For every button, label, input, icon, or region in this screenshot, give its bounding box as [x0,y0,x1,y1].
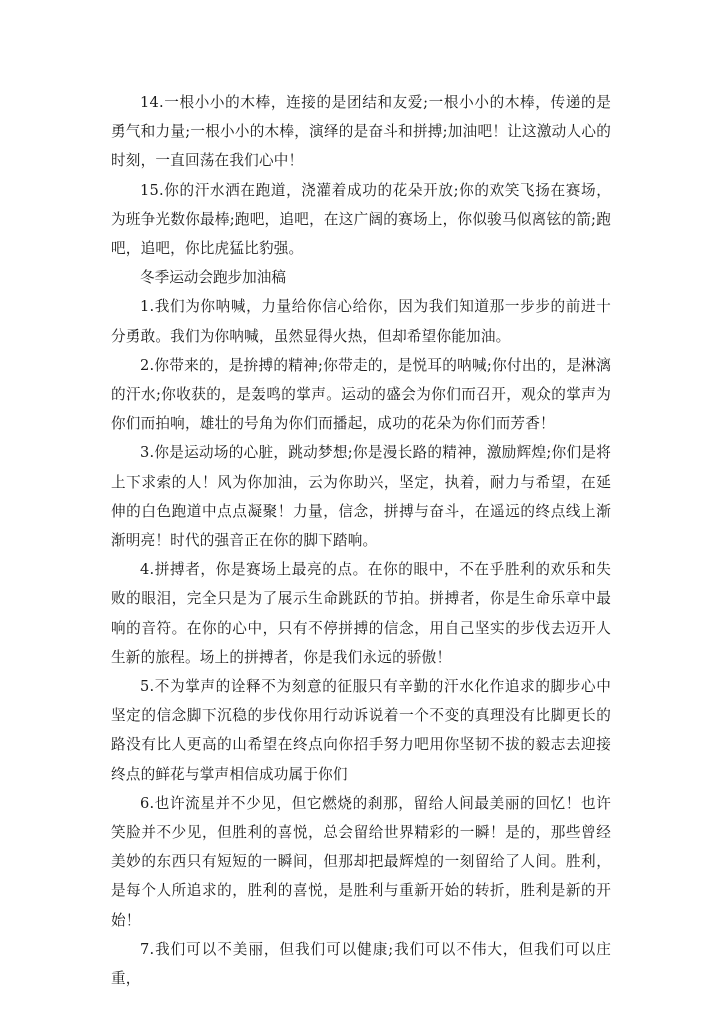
paragraph-6: 6.也许流星并不少见，但它燃烧的刹那，留给人间最美丽的回忆！也许笑脸并不少见，但胜利的喜悦，总会留给世界精彩的一瞬！是的，那些曾经美妙的东西只有短短的一瞬间，但那却把最辉煌的一刻留给了人间。胜利，是每个人所追求的，胜利的喜悦，是胜利与重新开始的转折，胜利是新的开始！ [111,794,611,929]
paragraph-1: 1.我们为你呐喊，力量给你信心给你，因为我们知道那一步步的前进十分勇敢。我们为你呐喊，虽然显得火热，但却希望你能加油。 [111,298,611,345]
paragraph-15: 15.你的汗水洒在跑道，浇灌着成功的花朵开放;你的欢笑飞扬在赛场，为班争光数你最棒;跑吧，追吧，在这广阔的赛场上，你似骏马似离铉的箭;跑吧，追吧，你比虎猛比豹强。 [111,181,611,258]
section-heading: 冬季运动会跑步加油稿 [140,269,286,287]
paragraph-7: 7.我们可以不美丽，但我们可以健康;我们可以不伟大，但我们可以庄重， [111,940,611,988]
paragraph-14: 14.一根小小的木棒，连接的是团结和友爱;一根小小的木棒，传递的是勇气和力量;一根小小的木棒，演绎的是奋斗和拼搏;加油吧！让这激动人心的时刻，一直回荡在我们心中！ [111,94,611,170]
paragraph-2: 2.你带来的，是拚搏的精神;你带走的，是悦耳的呐喊;你付出的，是淋漓的汗水;你收获的，是轰鸣的掌声。运动的盛会为你们而召开，观众的掌声为你们而拍响，雄壮的号角为你们而播起，成功的花朵为你们而芳香！ [111,356,611,433]
paragraph-3: 3.你是运动场的心脏，跳动梦想;你是漫长路的精神，激励辉煌;你们是将上下求索的人！风为你加油，云为你助兴，坚定，执着，耐力与希望，在延伸的白色跑道中点点凝聚！力量，信念，拼搏与奋斗，在遥远的终点线上渐渐明亮！时代的强音正在你的脚下踏响。 [111,444,611,550]
paragraph-5: 5.不为掌声的诠释不为刻意的征服只有辛勤的汗水化作追求的脚步心中坚定的信念脚下沉稳的步伐你用行动诉说着一个不变的真理没有比脚更长的路没有比人更高的山希望在终点向你招手努力吧用你坚韧不拔的毅志去迎接终点的鲜花与掌声相信成功属于你们 [111,678,611,783]
paragraph-4: 4.拼搏者，你是赛场上最亮的点。在你的眼中，不在乎胜利的欢乐和失败的眼泪，完全只是为了展示生命跳跃的节拍。拼搏者，你是生命乐章中最响的音符。在你的心中，只有不停拼搏的信念，用自己坚实的步伐去迈开人生新的旅程。场上的拼搏者，你是我们永远的骄傲！ [111,561,611,666]
document-body [111,88,611,993]
